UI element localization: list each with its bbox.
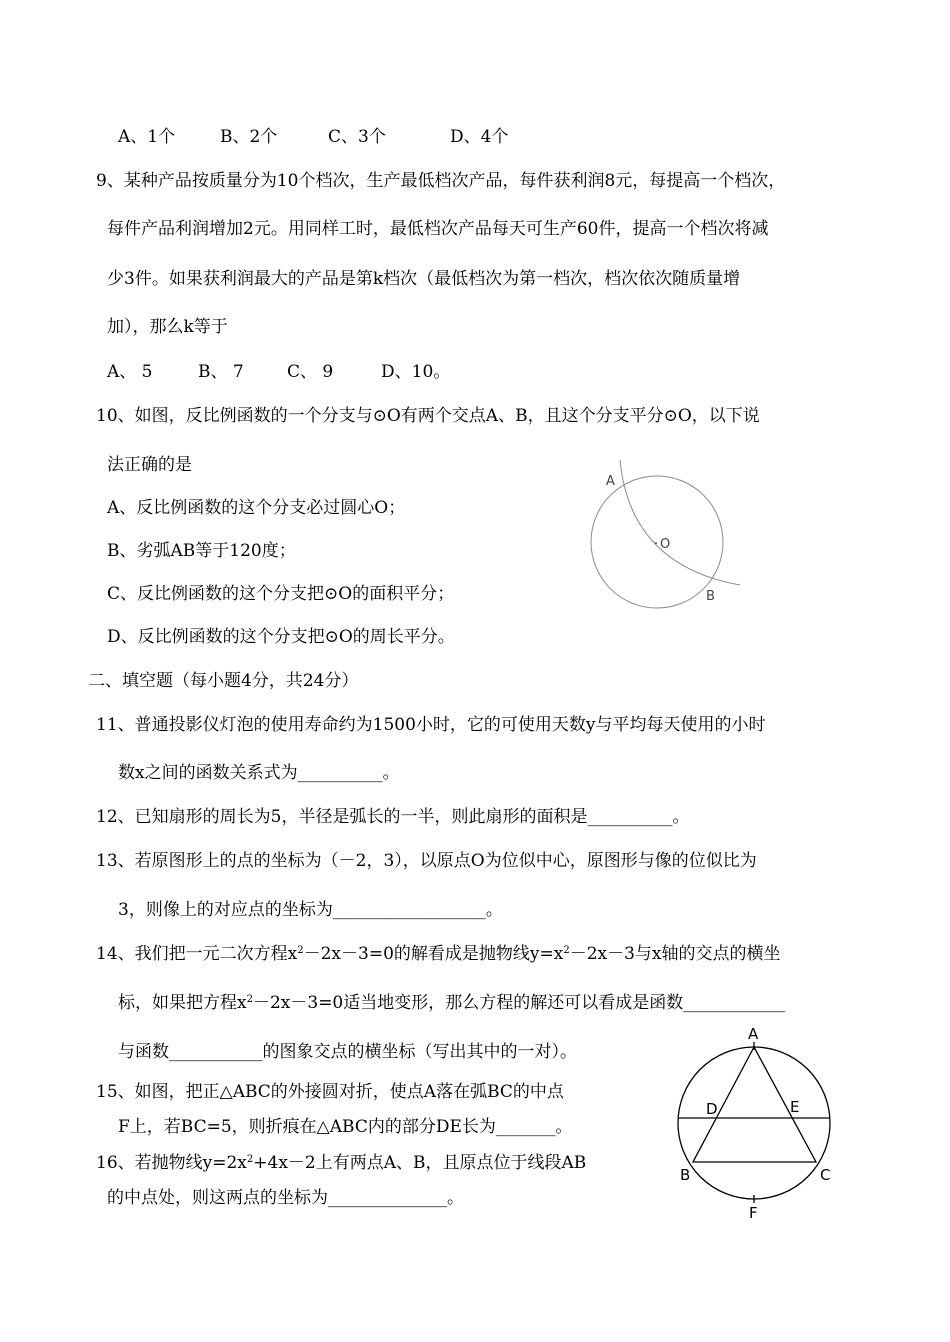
- label-c: C: [820, 1166, 831, 1184]
- q14-l1c: －2x－3与x轴的交点的横坐: [569, 944, 781, 964]
- label-a: A: [606, 474, 615, 489]
- q9-line-1: 9、某种产品按质量分为10个档次，生产最低档次产品，每件获利润8元，每提高一个档次，: [96, 171, 786, 191]
- q10-figure: [590, 455, 760, 615]
- center-dot: [655, 542, 657, 544]
- q9-line-2: 每件产品利润增加2元。用同样工时，最低档次产品每天可生产60件，提高一个档次将减: [107, 219, 769, 239]
- q10-option-c: C、反比例函数的这个分支把⊙O的面积平分；: [107, 584, 455, 604]
- q9-option-a: A、 5: [107, 362, 153, 382]
- circumcircle: [678, 1047, 830, 1199]
- q8-option-d: D、4个: [450, 127, 509, 147]
- label-d: D: [706, 1100, 718, 1118]
- q14-sup-3: 2: [246, 994, 253, 1005]
- q16-sup: 2: [246, 1154, 254, 1165]
- q13-line-1: 13、若原图形上的点的坐标为（－2，3），以原点O为位似中心，原图形与像的位似比为: [96, 851, 757, 871]
- label-e: E: [790, 1098, 800, 1116]
- q9-option-c: C、 9: [287, 362, 334, 382]
- q10-line-1: 10、如图，反比例函数的一个分支与⊙O有两个交点A、B，且这个分支平分⊙O，以下说: [96, 406, 760, 426]
- label-o: O: [660, 537, 671, 552]
- q10-line-2: 法正确的是: [107, 455, 192, 475]
- circle-o: [591, 476, 723, 608]
- label-a: A: [748, 1025, 759, 1043]
- q14-line-1: [96, 944, 781, 964]
- q8-option-a: A、1个: [118, 127, 176, 147]
- q9-option-b: B、 7: [198, 362, 244, 382]
- section2-title: 二、填空题（每小题4分，共24分）: [88, 671, 359, 691]
- q13-line-2: 3，则像上的对应点的坐标为__________________。: [118, 900, 503, 920]
- q12-line: 12、已知扇形的周长为5，半径是弧长的一半，则此扇形的面积是__________。: [96, 807, 690, 827]
- label-f: F: [749, 1204, 758, 1220]
- q9-option-d: D、10。: [381, 362, 451, 382]
- q10-option-b: B、劣弧AB等于120度；: [107, 541, 296, 561]
- q14-l2a: 标，如果把方程x: [118, 993, 247, 1013]
- q11-line-2: 数x之间的函数关系式为__________。: [118, 763, 400, 783]
- q14-l1b: －2x－3=0的解看成是抛物线y=x: [303, 944, 564, 964]
- q14-l1a: 14、我们把一元二次方程x: [96, 944, 298, 964]
- q14-line-3: 与函数___________的图象交点的横坐标（写出其中的一对）。: [118, 1042, 577, 1062]
- q9-line-3: 少3件。如果获利润最大的产品是第k档次（最低档次为第一档次，档次依次随质量增: [107, 269, 741, 289]
- q14-line-2: [118, 993, 785, 1013]
- q8-option-c: C、3个: [328, 127, 386, 147]
- q10-option-d: D、反比例函数的这个分支把⊙O的周长平分。: [107, 627, 455, 647]
- q8-option-b: B、2个: [220, 127, 278, 147]
- q11-line-1: 11、普通投影仪灯泡的使用寿命约为1500小时，它的可使用天数y与平均每天使用的小时: [96, 715, 766, 735]
- q9-line-4: 加），那么k等于: [107, 317, 228, 337]
- q16-l1b: +4x－2上有两点A、B，且原点位于线段AB: [253, 1153, 587, 1173]
- q14-sup-2: 2: [563, 945, 570, 956]
- label-b: B: [706, 589, 715, 604]
- q16-line-1: [96, 1153, 586, 1173]
- label-b: B: [680, 1166, 691, 1184]
- q14-l2b: －2x－3=0适当地变形，那么方程的解还可以看成是函数____________: [252, 993, 786, 1013]
- q16-line-2: 的中点处，则这两点的坐标为______________。: [107, 1188, 464, 1208]
- q15-line-2: F上，若BC=5，则折痕在△ABC内的部分DE长为_______。: [118, 1117, 573, 1137]
- q16-l1a: 16、若抛物线y=2x: [96, 1153, 247, 1173]
- q10-option-a: A、反比例函数的这个分支必过圆心O；: [107, 498, 406, 518]
- q14-sup-1: 2: [297, 945, 304, 956]
- q15-figure: [670, 1022, 850, 1220]
- q15-line-1: 15、如图，把正△ABC的外接圆对折，使点A落在弧BC的中点: [96, 1082, 564, 1102]
